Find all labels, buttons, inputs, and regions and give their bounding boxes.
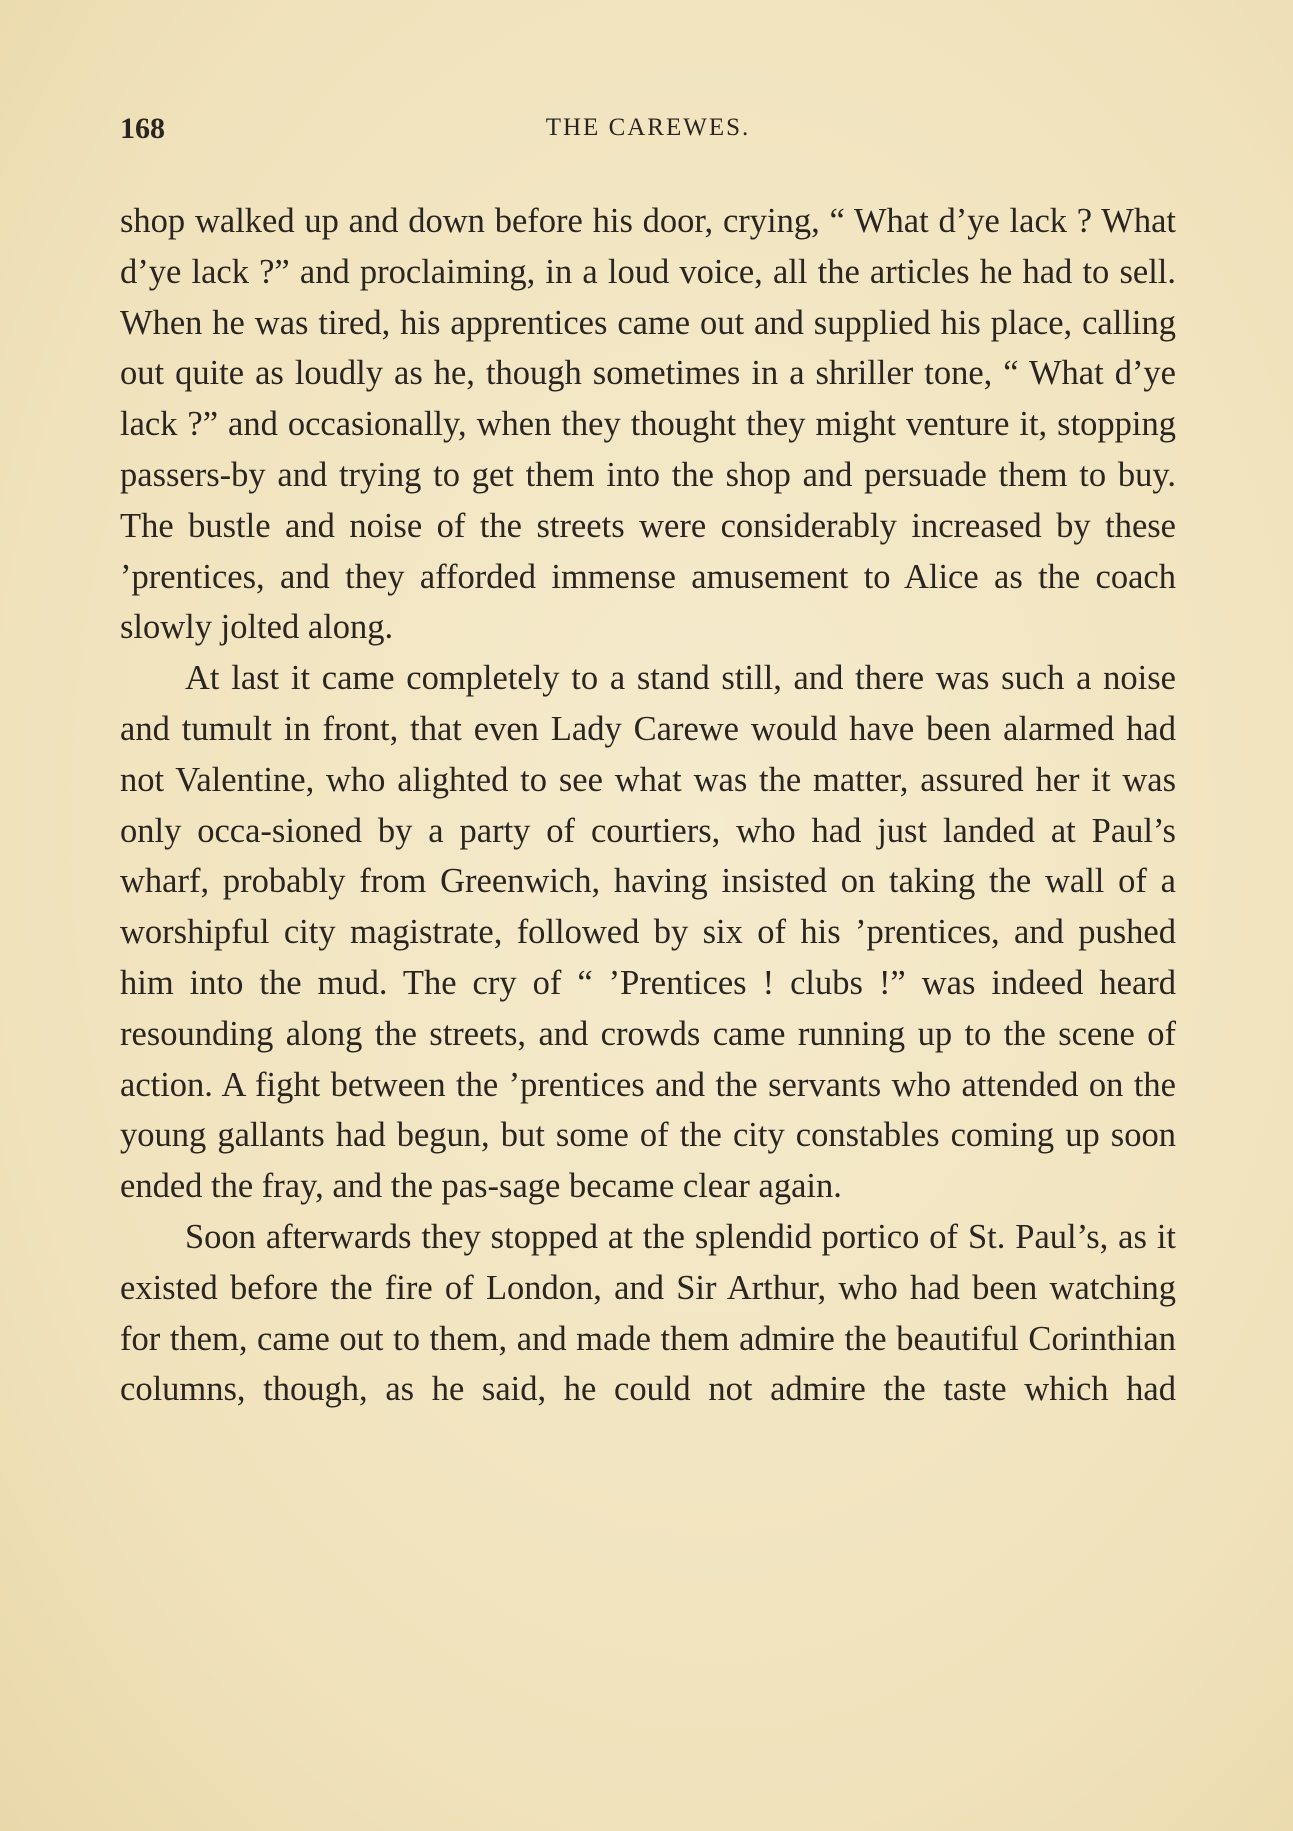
paragraph-1: shop walked up and down before his door, crying, “ What d’ye lack ? What d’ye lack ?” and proclaiming, in a loud voice, all the articles he had to sell. When he was tired, his apprentices came out and supplied his place, calling out quite as loudly as he, though sometimes in a shriller tone, “ What d’ye lack ?” and occasionally, when they thought they might venture it, stopping passers-by and trying to get them into the shop and persuade them to buy. The bustle and noise of the streets were considerably increased by these ’prentices, and they afforded immense amusement to Alice as the coach slowly jolted along.	[120, 202, 1176, 647]
paragraph-3: Soon afterwards they stopped at the splendid portico of St. Paul’s, as it existed before the fire of London, and Sir Arthur, who had been watching for them, came out to them, and made them admire the beautiful Corinthian columns, though, as he said, he could not admire the taste which had	[120, 1217, 1176, 1409]
page-number: 168	[120, 112, 165, 145]
running-title: THE CAREWES.	[545, 114, 751, 141]
paragraph-2: At last it came completely to a stand still, and there was such a noise and tumult in front, that even Lady Carewe would have been alarmed had not Valentine, who alighted to see what was the matter, assured her it was only occa-sioned by a party of courtiers, who had just landed at Paul’s wharf, probably from Greenwich, having insisted on taking the wall of a worshipful city magistrate, followed by six of his ’prentices, and pushed him into the mud. The cry of “ ’Prentices ! clubs !” was indeed heard resounding along the streets, and crowds came running up to the scene of action. A fight between the ’prentices and the servants who attended on the young gallants had begun, but some of the city constables coming up soon ended the fray, and the pas-sage became clear again.	[120, 659, 1176, 1206]
page-header	[120, 112, 1176, 152]
body-text	[120, 196, 1176, 1415]
